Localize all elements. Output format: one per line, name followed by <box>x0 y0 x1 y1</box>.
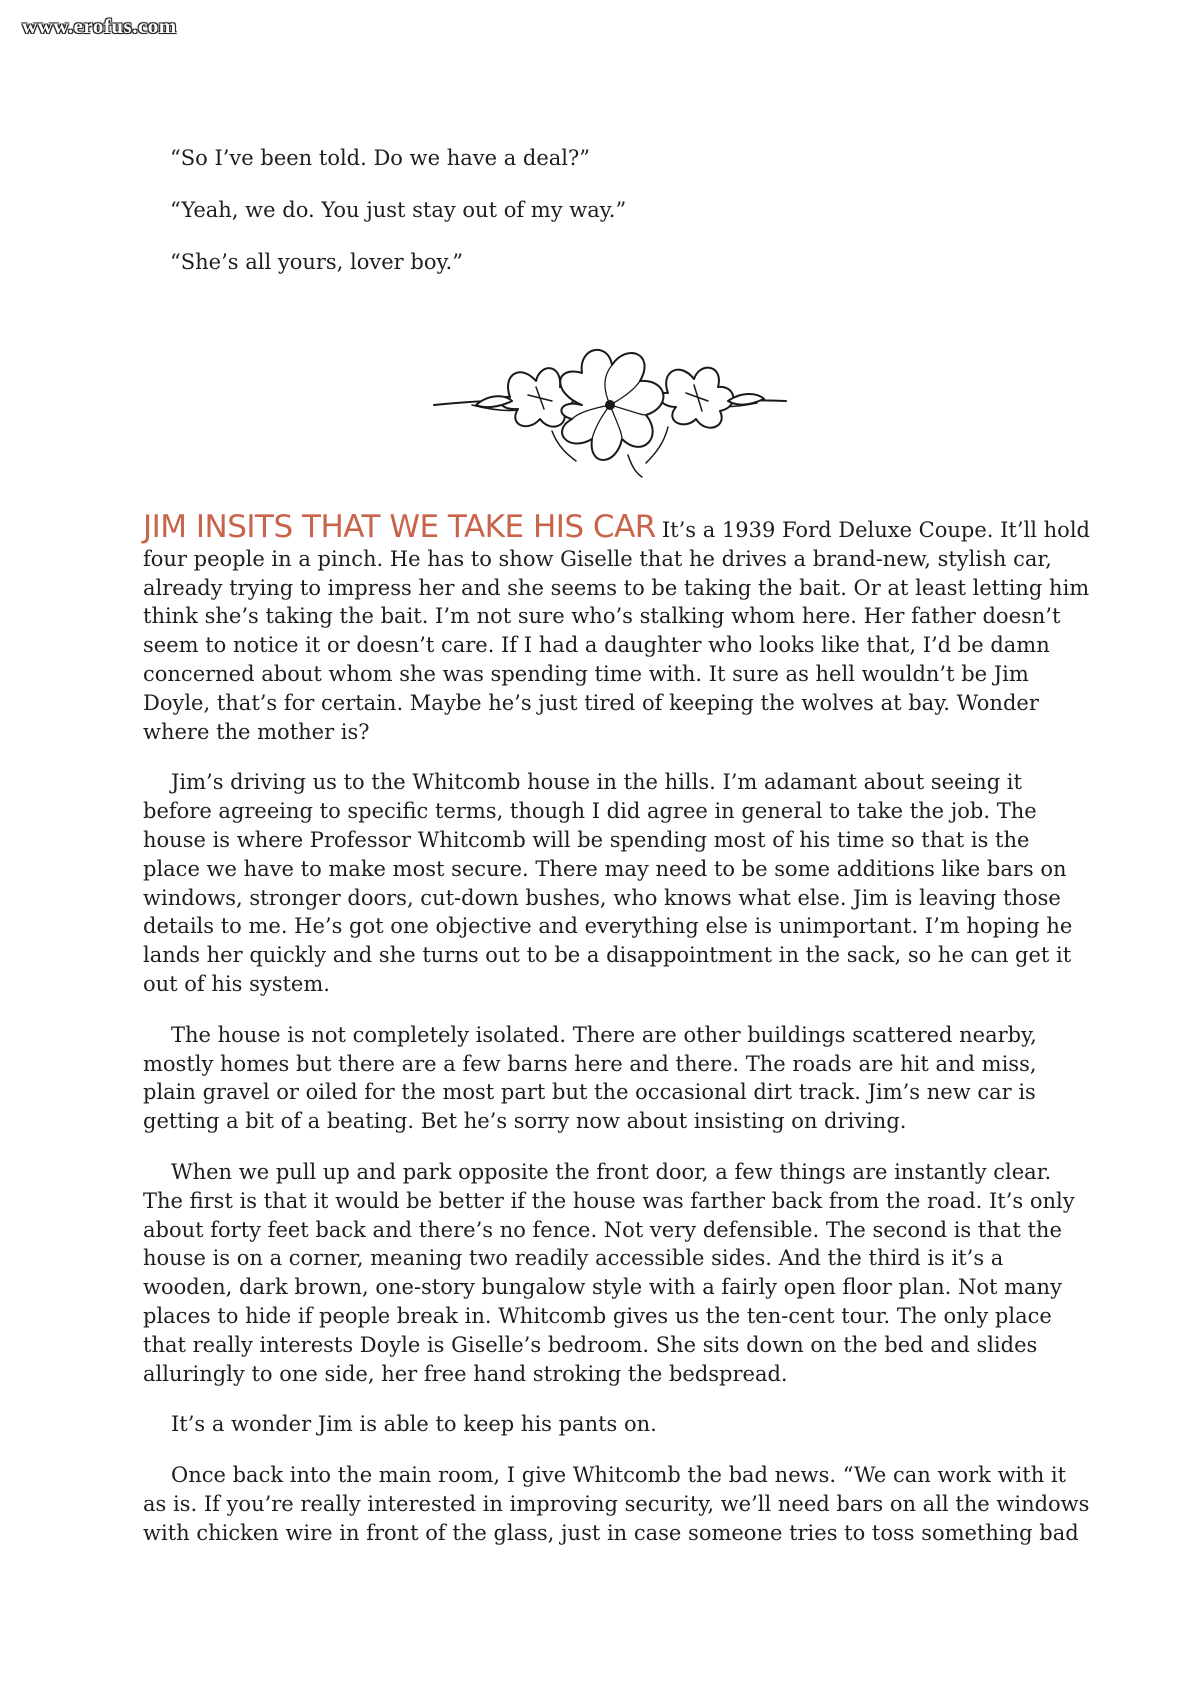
text-line: The first is that it would be better if the house was farther back from the road. It’s only <box>143 1188 1075 1213</box>
text-line: house is on a corner, meaning two readily accessible sides. And the third is it’s a <box>143 1246 1004 1271</box>
text-line: When we pull up and park opposite the front door, a few things are instantly clear. <box>171 1159 1052 1184</box>
text-line: before agreeing to specific terms, though I did agree in general to take the job. The <box>143 799 1037 824</box>
paragraph-3 <box>143 1021 1067 1136</box>
chapter-opening-paragraph <box>143 509 1090 746</box>
text-line: It’s a wonder Jim is able to keep his pants on. <box>171 1412 657 1437</box>
text-line: think she’s taking the bait. I’m not sure who’s stalking whom here. Her father doesn’t <box>143 604 1061 629</box>
dialogue-line-3: “She’s all yours, lover boy.” <box>170 250 463 274</box>
text-line: with chicken wire in front of the glass, just in case someone tries to toss something bad <box>143 1520 1079 1545</box>
text-line: details to me. He’s got one objective and everything else is unimportant. I’m hoping he <box>143 914 1073 939</box>
text-line: getting a bit of a beating. Bet he’s sorry now about insisting on driving. <box>143 1109 907 1134</box>
text-line: that really interests Doyle is Giselle’s bedroom. She sits down on the bed and slides <box>143 1332 1038 1357</box>
paragraph-4 <box>143 1158 1075 1388</box>
text-line: house is where Professor Whitcomb will be spending most of his time so that is the <box>143 827 1030 852</box>
text-line: concerned about whom she was spending time with. It sure as hell wouldn’t be Jim <box>143 661 1029 686</box>
text-line: The house is not completely isolated. There are other buildings scattered nearby, <box>171 1022 1037 1047</box>
dialogue-line-2: “Yeah, we do. You just stay out of my way.” <box>170 198 627 222</box>
dialogue-line-1: “So I’ve been told. Do we have a deal?” <box>170 146 591 170</box>
chapter-lead-heading: JIM INSITS THAT WE TAKE HIS CAR <box>143 509 656 545</box>
text-line: It’s a 1939 Ford Deluxe Coupe. It’ll hold <box>661 518 1090 542</box>
text-line: about forty feet back and there’s no fence. Not very defensible. The second is that the <box>143 1217 1062 1242</box>
text-line: lands her quickly and she turns out to be a disappointment in the sack, so he can get it <box>143 943 1072 968</box>
text-line: already trying to impress her and she seems to be taking the bait. Or at least letting him <box>143 575 1090 600</box>
text-line: where the mother is? <box>143 719 370 744</box>
text-line: Doyle, that’s for certain. Maybe he’s just tired of keeping the wolves at bay. Wonder <box>143 690 1039 715</box>
text-line: mostly homes but there are a few barns here and there. The roads are hit and miss, <box>143 1051 1037 1076</box>
text-line: alluringly to one side, her free hand stroking the bedspread. <box>143 1361 788 1386</box>
paragraph-5 <box>143 1410 1067 1439</box>
text-line: places to hide if people break in. Whitcomb gives us the ten-cent tour. The only place <box>143 1303 1052 1328</box>
lily-flowers-ornament-icon <box>432 335 788 480</box>
text-line: Once back into the main room, I give Whitcomb the bad news. “We can work with it <box>171 1463 1067 1488</box>
text-line: place we have to make most secure. There may need to be some additions like bars on <box>143 856 1067 881</box>
paragraph-2 <box>143 768 1073 998</box>
watermark: www.erofus.com <box>22 14 177 38</box>
body-text <box>143 509 1090 1570</box>
text-line: seem to notice it or doesn’t care. If I had a daughter who looks like that, I’d be damn <box>143 633 1050 658</box>
paragraph-6 <box>143 1461 1090 1547</box>
text-line: Jim’s driving us to the Whitcomb house in the hills. I’m adamant about seeing it <box>171 770 1022 795</box>
text-line: out of his system. <box>143 971 330 996</box>
text-line: as is. If you’re really interested in improving security, we’ll need bars on all the windows <box>143 1491 1090 1516</box>
text-line: wooden, dark brown, one-story bungalow style with a fairly open floor plan. Not many <box>143 1275 1062 1300</box>
text-line: windows, stronger doors, cut-down bushes, who knows what else. Jim is leaving those <box>143 885 1061 910</box>
text-line: plain gravel or oiled for the most part but the occasional dirt track. Jim’s new car is <box>143 1080 1036 1105</box>
text-line: four people in a pinch. He has to show Giselle that he drives a brand-new, stylish car, <box>143 546 1052 571</box>
